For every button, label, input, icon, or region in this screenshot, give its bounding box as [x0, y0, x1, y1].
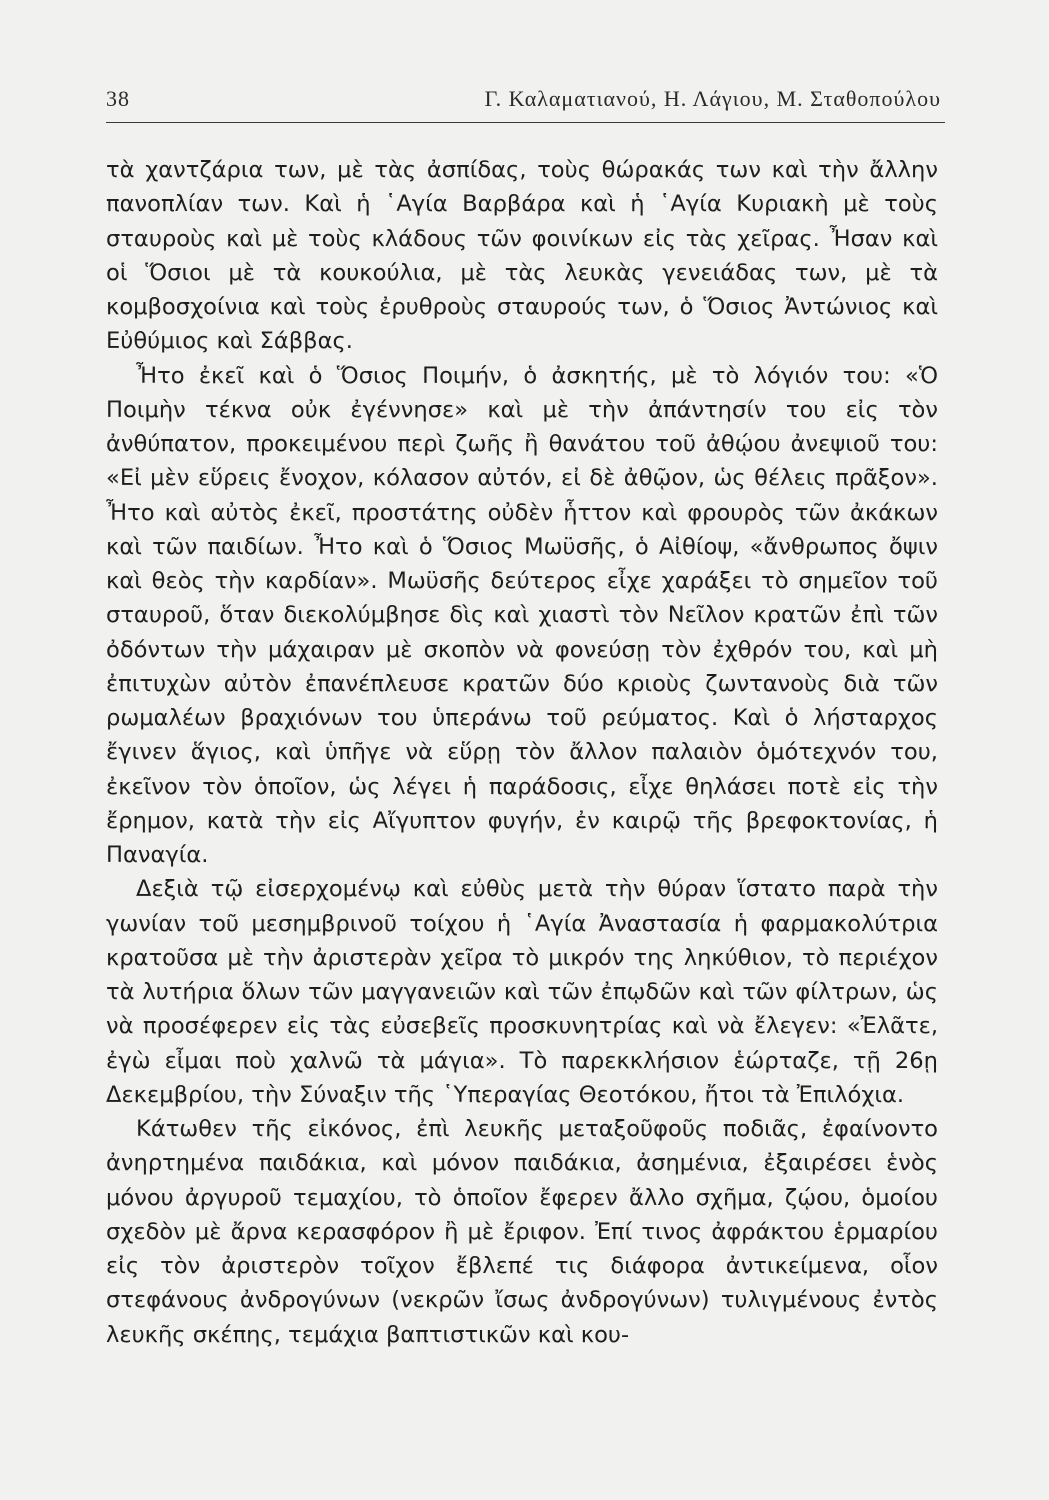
paragraph-1: τὰ χαντζάρια των, μὲ τὰς ἀσπίδας, τοὺς θώρακάς των καὶ τὴν ἄλλην πανοπλίαν των. Καὶ ἡ ῾Αγία Βαρβάρα καὶ ἡ ῾Αγία Κυριακὴ μὲ τοὺς σταυροὺς καὶ μὲ τοὺς κλάδους τῶν φοινίκων εἰς τὰς χεῖρας. Ἦσαν καὶ οἱ Ὅσιοι μὲ τὰ κουκούλια, μὲ τὰς λευκὰς γενειάδας των, μὲ τὰ κομβοσχοίνια καὶ τοὺς ἐρυθροὺς σταυρούς των, ὁ Ὅσιος Ἀντώνιος καὶ Εὐθύμιος καὶ Σάββας. [106, 157, 938, 355]
running-head-title: Γ. Καλαματιανού, Η. Λάγιου, Μ. Σταθοπούλου [484, 86, 941, 111]
page-number: 38 [106, 86, 130, 111]
paragraph-4: Κάτωθεν τῆς εἰκόνος, ἐπὶ λευκῆς μεταξοῦφοῦς ποδιᾶς, ἐφαίνοντο ἀνηρτημένα παιδάκια, καὶ μόνον παιδάκια, ἀσημένια, ἐξαιρέσει ἑνὸς μόνου ἀργυροῦ τεμαχίου, τὸ ὁποῖον ἔφερεν ἄλλο σχῆμα, ζῴου, ὁμοίου σχεδὸν μὲ ἄρνα κερασφόρον ἢ μὲ ἔριφον. Ἐπί τινος ἀφράκτου ἑρμαρίου εἰς τὸν ἀριστερὸν τοῖχον ἔβλεπέ τις διάφορα ἀντικείμενα, οἷον στεφάνους ἀνδρογύνων (νεκρῶν ἴσως ἀνδρογύνων) τυλιγμένους ἐντὸς λευκῆς σκέπης, τεμάχια βαπτιστικῶν καὶ κου- [106, 1116, 938, 1348]
paragraph-2: Ἦτο ἐκεῖ καὶ ὁ Ὅσιος Ποιμήν, ὁ ἀσκητής, μὲ τὸ λόγιόν του: «Ὁ Ποιμὴν τέκνα οὐκ ἐγέννησε» καὶ μὲ τὴν ἀπάντησίν του εἰς τὸν ἀνθύπατον, προκειμένου περὶ ζωῆς ἢ θανάτου τοῦ ἀθῴου ἀνεψιοῦ του: «Εἰ μὲν εὕρεις ἔνοχον, κόλασον αὐτόν, εἰ δὲ ἀθῷον, ὡς θέλεις πρᾶξον». Ἦτο καὶ αὐτὸς ἐκεῖ, προστάτης οὐδὲν ἧττον καὶ φρουρὸς τῶν ἀκάκων καὶ τῶν παιδίων. Ἦτο καὶ ὁ Ὅσιος Μωϋσῆς, ὁ Αἰθίοψ, «ἄνθρωπος ὄψιν καὶ θεὸς τὴν καρδίαν». Μωϋσῆς δεύτερος εἶχε χαράξει τὸ σημεῖον τοῦ σταυροῦ, ὅταν διεκολύμβησε δὶς καὶ χιαστὶ τὸν Νεῖλον κρατῶν ἐπὶ τῶν ὀδόντων τὴν μάχαιραν μὲ σκοπὸν νὰ φονεύσῃ τὸν ἐχθρόν του, καὶ μὴ ἐπιτυχὼν αὐτὸν ἐπανέπλευσε κρατῶν δύο κριοὺς ζωντανοὺς διὰ τῶν ρωμαλέων βραχιόνων του ὑπεράνω τοῦ ρεύματος. Καὶ ὁ λήσταρχος ἔγινεν ἅγιος, καὶ ὑπῆγε νὰ εὕρῃ τὸν ἄλλον παλαιὸν ὁμότεχνόν του, ἐκεῖνον τὸν ὁποῖον, ὡς λέγει ἡ παράδοσις, εἶχε θηλάσει ποτὲ εἰς τὴν ἔρημον, κατὰ τὴν εἰς Αἴγυπτον φυγήν, ἐν καιρῷ τῆς βρεφοκτονίας, ἡ Παναγία. [106, 362, 938, 868]
header-rule [106, 122, 945, 123]
paragraph-3: Δεξιὰ τῷ εἰσερχομένῳ καὶ εὐθὺς μετὰ τὴν θύραν ἵστατο παρὰ τὴν γωνίαν τοῦ μεσημβρινοῦ τοίχου ἡ ῾Αγία Ἀναστασία ἡ φαρμακολύτρια κρατοῦσα μὲ τὴν ἀριστερὰν χεῖρα τὸ μικρόν της ληκύθιον, τὸ περιέχον τὰ λυτήρια ὅλων τῶν μαγγανειῶν καὶ τῶν ἐπῳδῶν καὶ τῶν φίλτρων, ὡς νὰ προσέφερεν εἰς τὰς εὐσεβεῖς προσκυνητρίας καὶ νὰ ἔλεγεν: «Ἐλᾶτε, ἐγὼ εἶμαι ποὺ χαλνῶ τὰ μάγια». Τὸ παρεκκλήσιον ἑώρταζε, τῇ 26ῃ Δεκεμβρίου, τὴν Σύναξιν τῆς ῾Υπεραγίας Θεοτόκου, ἤτοι τὰ Ἐπιλόχια. [106, 876, 938, 1108]
running-head [106, 86, 941, 120]
body-text [106, 153, 938, 1352]
